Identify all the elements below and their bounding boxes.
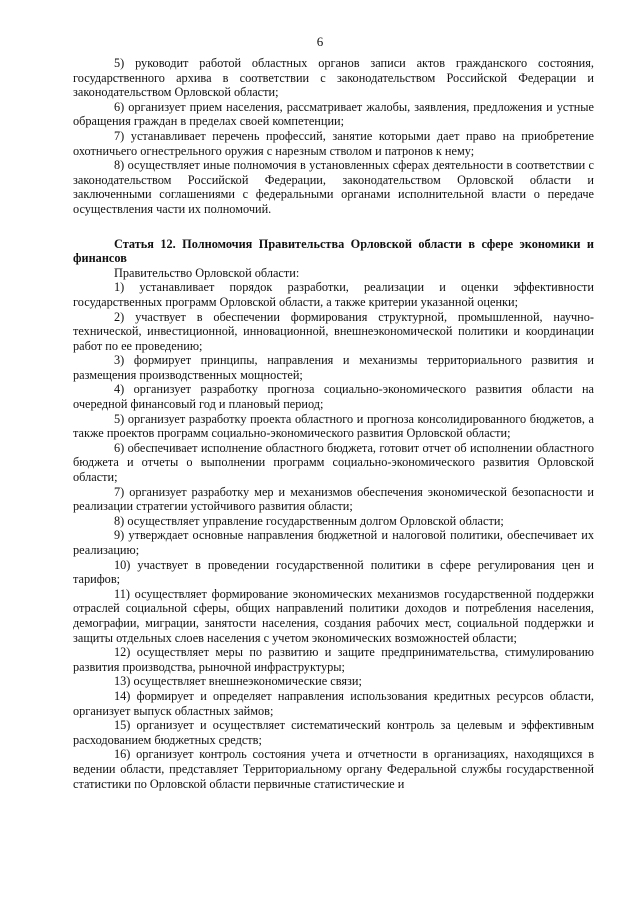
article-item: 2) участвует в обеспечении формирования структурной, промышленной, научно-технической, инвестиционной, инновационной, внешнеэкономической политики и координации работ по ее проведению; [73,309,594,353]
article-item: 5) организует разработку проекта областного и прогноза консолидированного бюджетов, а также проектов программ социально-экономического развития Орловской области; [73,411,594,441]
article-12 [73,237,594,792]
paragraph-item-5: 5) руководит работой областных органов записи актов гражданского состояния, государственного архива в соответствии с законодательством Российской Федерации и законодательством Орловской области; [73,56,594,100]
article-item: 3) формирует принципы, направления и механизмы территориального развития и размещения производственных мощностей; [73,353,594,382]
article-item: 7) организует разработку мер и механизмов обеспечения экономической безопасности и реализации стратегии устойчивого развития области; [73,484,594,514]
article-item: 1) устанавливает порядок разработки, реализации и оценки эффективности государственных программ Орловской области, а также критерии указанной оценки; [73,280,594,309]
article-item: 9) утверждает основные направления бюджетной и налоговой политики, обеспечивает их реализацию; [73,528,594,557]
article-heading: Статья 12. Полномочия Правительства Орловской области в сфере экономики и финансов [73,236,594,266]
article-item: 12) осуществляет меры по развитию и защите предпринимательства, стимулированию развития производства, рыночной инфраструктуры; [73,645,594,674]
article-item: 11) осуществляет формирование экономических механизмов государственной поддержки отраслей социальной сферы, общих направлений политики доходов и потребления населения, демографии, миграции, занятости населения, создания рабочих мест, социальной поддержки и защиты отдельных слоев населения с учетом экономических возможностей области; [73,586,594,645]
paragraph-item-7: 7) устанавливает перечень профессий, занятие которыми дает право на приобретение охотничьего огнестрельного оружия с нарезным стволом и патронов к нему; [73,128,594,158]
article-item: 15) организует и осуществляет систематический контроль за целевым и эффективным расходованием бюджетных средств; [73,718,594,747]
section-top [73,56,594,217]
article-item: 13) осуществляет внешнеэкономические связи; [114,674,362,689]
page-number: 6 [316,34,324,49]
article-item: 10) участвует в проведении государственной политики в сфере регулирования цен и тарифов; [73,557,594,587]
document-body [73,56,594,791]
article-item: 6) обеспечивает исполнение областного бюджета, готовит отчет об исполнении областного бюджета и отчеты о выполнении программ социально-экономического развития Орловской области; [73,440,594,485]
article-item: 8) осуществляет управление государственным долгом Орловской области; [114,513,504,528]
article-item: 16) организует контроль состояния учета и отчетности в организациях, находящихся в ведении области, представляет Территориальному органу Федеральной службы государственной статистики по Орловской области первичные статистические и [73,747,594,791]
article-intro: Правительство Орловской области: [114,265,300,280]
article-item: 4) организует разработку прогноза социально-экономического развития области на очередной финансовый год и плановый период; [73,382,594,412]
paragraph-item-8: 8) осуществляет иные полномочия в установленных сферах деятельности в соответствии с законодательством Российской Федерации, законодательством Орловской области и заключенными соглашениями с федеральными органами исполнительной власти о передаче осуществления части их полномочий. [73,158,594,216]
article-item: 14) формирует и определяет направления использования кредитных ресурсов области, организует выпуск областных займов; [73,688,594,718]
paragraph-item-6: 6) организует прием населения, рассматривает жалобы, заявления, предложения и устные обращения граждан в пределах своей компетенции; [73,99,594,129]
